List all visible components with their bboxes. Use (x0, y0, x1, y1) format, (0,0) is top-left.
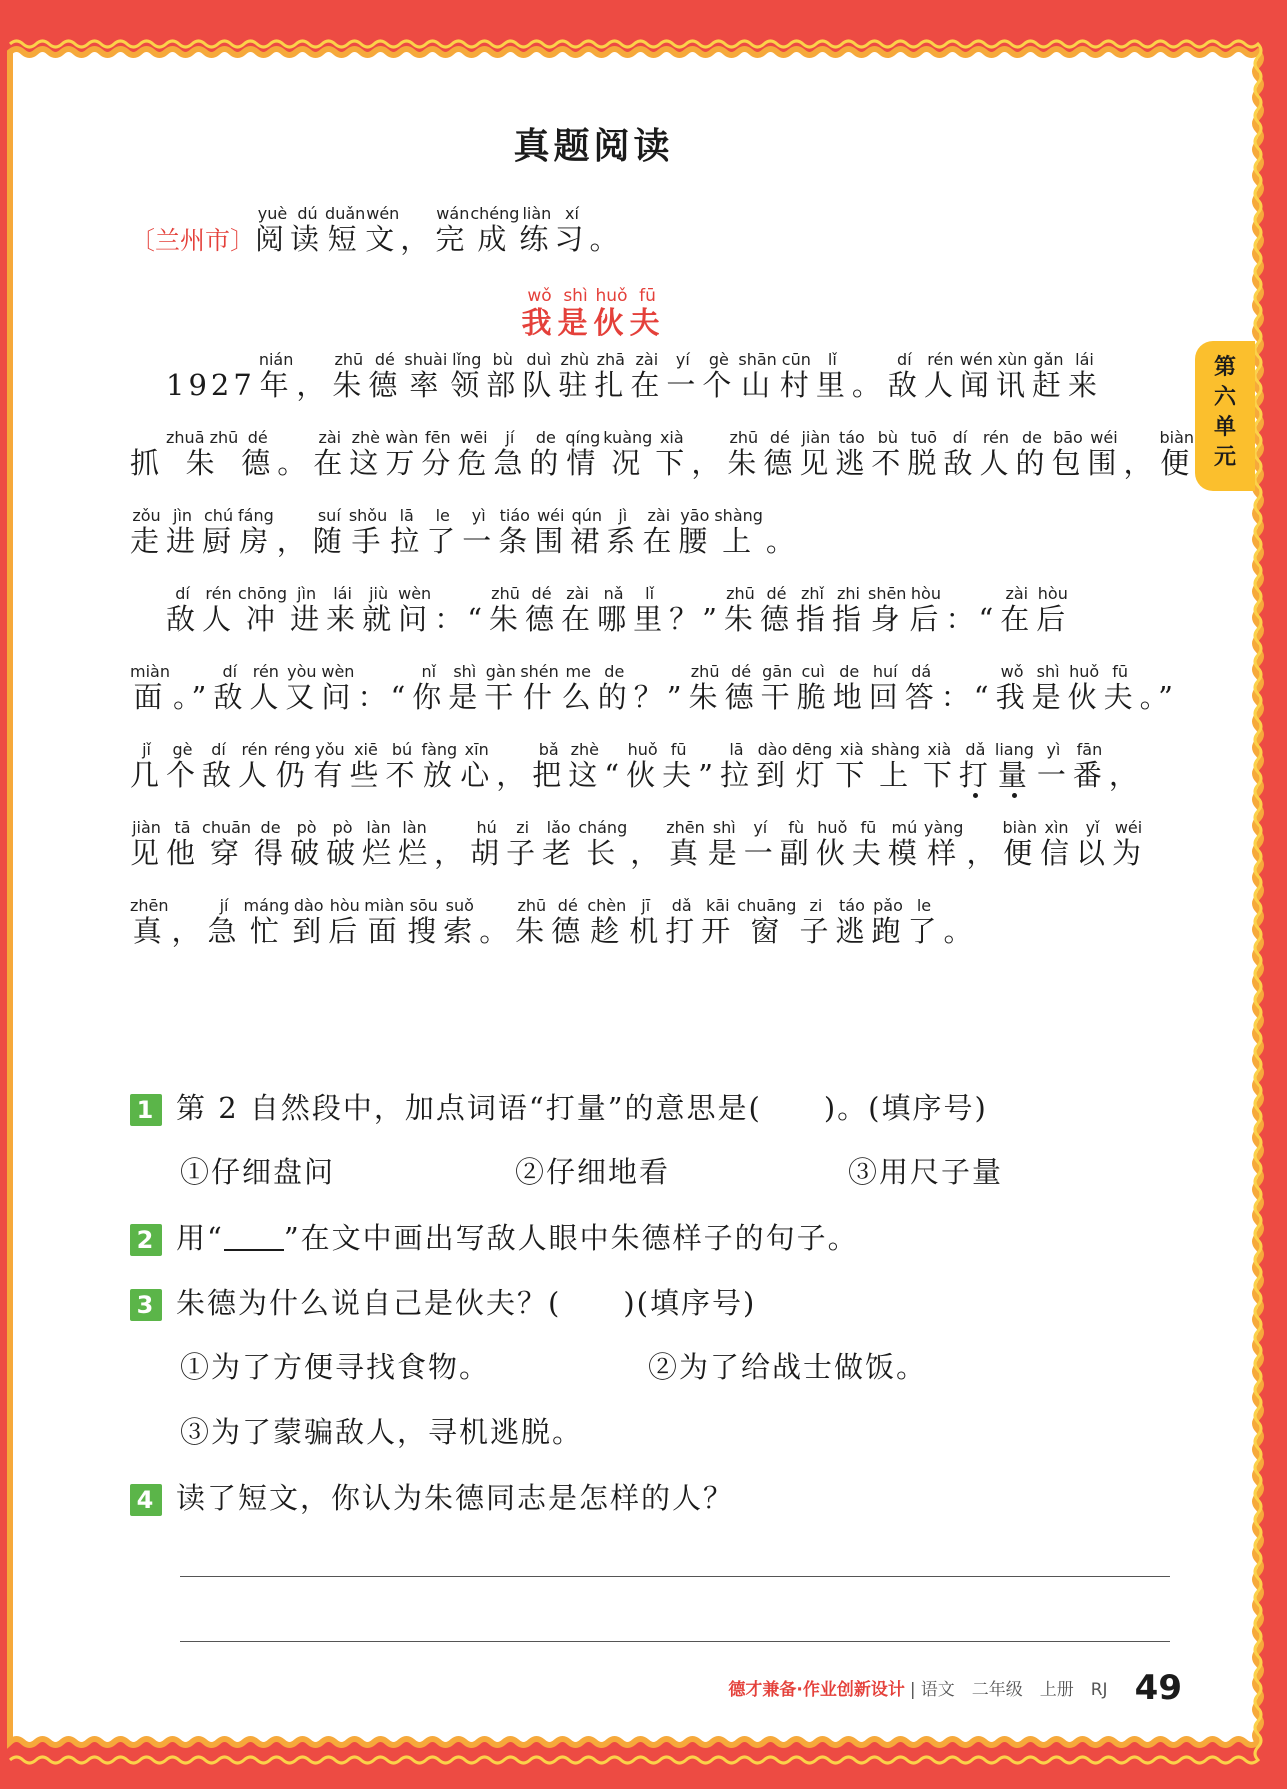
story-char: 了le (426, 506, 460, 558)
question-text: 第 2 自然段中，加点词语“打量”的意思是( )。(填序号) (176, 1091, 988, 1125)
story-char: 房fáng (238, 506, 274, 558)
q3-option-1: ①为了方便寻找食物。 (180, 1350, 491, 1384)
story-char: 扎zhā (594, 350, 628, 402)
story-char: 忙máng (243, 896, 290, 948)
story-line (130, 428, 1195, 482)
story-char: 打dǎ (665, 896, 699, 948)
story-char: 不bú (385, 740, 419, 792)
story-char: 下xià (922, 740, 956, 792)
instruction-char: 阅yuè (255, 204, 291, 256)
instruction-text (255, 206, 624, 258)
story-char: 的de (1015, 428, 1049, 480)
story-char: 几jǐ (130, 740, 164, 792)
story-char: 里lǐ (815, 350, 849, 402)
answer-line-2[interactable] (180, 1641, 1170, 1642)
story-char: ：“ (434, 602, 487, 636)
story-char: 敌dí (887, 350, 921, 402)
question-number: 1 (130, 1094, 162, 1126)
story-char: 里lǐ (633, 584, 667, 636)
story-char: 灯dēng (791, 740, 833, 792)
story-char: 我wǒ (995, 662, 1029, 714)
story-char: 为wéi (1112, 818, 1146, 870)
story-char: ？” (633, 680, 686, 714)
instruction-char: 读dú (290, 204, 326, 256)
story-char: 1927 (166, 368, 256, 402)
story-char: 副fù (779, 818, 813, 870)
story-char: 搜sōu (407, 896, 441, 948)
story-char: 朱zhū (688, 662, 722, 714)
story-char: 在zài (1000, 584, 1034, 636)
story-char: 领lǐng (450, 350, 484, 402)
story-char: 年nián (258, 350, 294, 402)
story-char: 这zhè (349, 428, 383, 480)
story-char: 腰yāo (678, 506, 712, 558)
story-char: 夫fū (1103, 662, 1137, 714)
story-char: 朱zhuā zhū (166, 428, 239, 480)
story-char: 急jí (207, 896, 241, 948)
story-char: 队duì (522, 350, 556, 402)
question-3 (130, 1281, 756, 1322)
story-line (130, 742, 1170, 794)
story-char: 又yòu (285, 662, 319, 714)
story-char: 些xiē (349, 740, 383, 792)
story-char: 走zǒu (130, 506, 164, 558)
story-char: 。 (851, 368, 885, 402)
instruction-char: 。 (589, 222, 625, 256)
story-title-char: 夫fū (629, 286, 666, 341)
story-char: 回huí (868, 662, 902, 714)
story-char: 到dào (292, 896, 326, 948)
story-char: 德dé (724, 662, 758, 714)
story-char: 朱zhū (727, 428, 761, 480)
story-char: 人rén (202, 584, 236, 636)
story-char: 在zài (630, 350, 664, 402)
q1-option-2: ②仔细地看 (515, 1155, 671, 1189)
question-text-pre: 用“ (176, 1221, 224, 1255)
story-char: 。” (172, 680, 211, 714)
story-char: 朱zhū (723, 584, 757, 636)
story-char: 是shì (1031, 662, 1065, 714)
story-char (130, 602, 163, 636)
story-char: 你nǐ (412, 662, 446, 714)
story-char: ？” (669, 602, 721, 636)
story-char (130, 368, 163, 402)
page-footer (728, 1668, 1182, 1708)
story-char: 是shì (448, 662, 482, 714)
story-char: 问wèn (321, 662, 355, 714)
story-char: “ (604, 758, 624, 792)
story-char: 穿chuān (202, 818, 252, 870)
q1-option-1: ①仔细盘问 (180, 1155, 336, 1189)
story-char: 个gè (702, 350, 736, 402)
story-char: 抓 (130, 446, 164, 480)
question-2 (130, 1216, 859, 1257)
story-char: 哪nǎ (597, 584, 631, 636)
story-char: 开kāi (701, 896, 735, 948)
story-char: ， (171, 914, 205, 948)
story-char: 便biàn (1002, 818, 1037, 870)
story-char: 驻zhù (558, 350, 592, 402)
story-char: 伙huǒ (626, 740, 660, 792)
story-char: 老lǎo (542, 818, 576, 870)
story-char: 山shān (738, 350, 777, 402)
instruction-char: 习xí (554, 204, 590, 256)
story-char: 朱zhū (332, 350, 366, 402)
story-char: 后hòu (1036, 584, 1070, 636)
story-char: 烂làn (362, 818, 396, 870)
story-char: 得de (254, 818, 288, 870)
story-char: 敌dí (213, 662, 247, 714)
story-char: 子zi (799, 896, 833, 948)
story-char: 万wàn (385, 428, 419, 480)
story-char: 窗chuāng (737, 896, 797, 948)
source-label: 〔兰州市〕 (130, 226, 256, 255)
story-char: 胡hú (470, 818, 504, 870)
story-char: 人rén (979, 428, 1013, 480)
q3-option-3: ③为了蒙骗敌人，寻机逃脱。 (180, 1415, 584, 1449)
story-char: 围wéi (1087, 428, 1121, 480)
story-char: 厨chú (202, 506, 236, 558)
story-line (130, 898, 1170, 950)
story-char: 是shì (707, 818, 741, 870)
story-char: 量liang (994, 740, 1034, 792)
story-char: 信xìn (1040, 818, 1074, 870)
story-char: 逃táo (835, 428, 869, 480)
story-char: 朱zhū (515, 896, 549, 948)
answer-line-1[interactable] (180, 1576, 1170, 1577)
story-char: 后hòu (909, 584, 943, 636)
story-char: ， (691, 446, 725, 480)
story-char: 条tiáo (498, 506, 532, 558)
story-char: 敌dí (943, 428, 977, 480)
story-char: 裙qún (570, 506, 604, 558)
story-char: 指zhi (831, 584, 865, 636)
story-line (130, 662, 1177, 716)
story-char: 情qíng (565, 428, 601, 480)
story-char: 部bù (486, 350, 520, 402)
story-char: 到dào (755, 740, 789, 792)
story-char: 下xià (835, 740, 869, 792)
story-char: 有yǒu (313, 740, 347, 792)
question-4 (130, 1476, 734, 1517)
story-char: 不bù (871, 428, 905, 480)
instruction-char: 成chéng (470, 204, 520, 256)
story-char: 危wēi (457, 428, 491, 480)
story-char: 打dǎ (958, 740, 992, 792)
story-char: 在zài (313, 428, 347, 480)
underline-sample (224, 1229, 284, 1251)
story-char: 这zhè (568, 740, 602, 792)
story-char: 真zhēn (130, 896, 169, 948)
story-char: 拉lā (390, 506, 424, 558)
story-char: 一yì (462, 506, 496, 558)
q1-option-3: ③用尺子量 (848, 1155, 1004, 1189)
story-char: 人rén (238, 740, 272, 792)
story-line (130, 508, 1170, 560)
story-char: 什shén (520, 662, 559, 714)
instruction-char: 短duǎn (325, 204, 366, 256)
story-char: 逃táo (835, 896, 869, 948)
story-char: 仍réng (274, 740, 311, 792)
story-char: 样yàng (923, 818, 964, 870)
story-title-char: 是shì (557, 286, 594, 341)
story-char: 答dá (904, 662, 938, 714)
story-char: 系jì (606, 506, 640, 558)
question-1 (130, 1086, 988, 1127)
story-char: 伙huǒ (815, 818, 849, 870)
story-char: 包bāo (1051, 428, 1085, 480)
story-title-char: 我wǒ (521, 286, 558, 341)
story-char: ， (496, 758, 530, 792)
story-char: 来lái (1067, 350, 1101, 402)
story-char: 索suǒ (443, 896, 477, 948)
story-title-char: 伙huǒ (593, 286, 630, 341)
story-char: 后hòu (328, 896, 362, 948)
story-line (130, 352, 1170, 404)
story-char: 德dé (759, 584, 793, 636)
story-char: 德dé (763, 428, 797, 480)
story-char: 上shàng (714, 506, 763, 558)
page-title: 真题阅读 (513, 126, 674, 167)
story-char: 率shuài (404, 350, 448, 402)
q3-option-2: ②为了给战士做饭。 (648, 1350, 928, 1384)
story-char: 夫fū (662, 740, 696, 792)
story-char: 村cūn (779, 350, 813, 402)
story-char: 么me (561, 662, 595, 714)
story-char: 了le (907, 896, 941, 948)
intro-line (130, 206, 624, 258)
story-char: 跑pǎo (871, 896, 905, 948)
story-char: 心xīn (460, 740, 494, 792)
story-char: 破pò (326, 818, 360, 870)
story-char: 趁chèn (587, 896, 627, 948)
story-char: 真zhēn (666, 818, 705, 870)
story-char: 把bǎ (532, 740, 566, 792)
unit-tab (1195, 341, 1255, 491)
story-char: 下xià (655, 428, 689, 480)
story-char: 德dé (368, 350, 402, 402)
question-text: 读了短文，你认为朱德同志是怎样的人？ (176, 1481, 735, 1515)
instruction-char: 完wán (435, 204, 471, 256)
story-char: 长cháng (578, 818, 628, 870)
story-char: ， (1123, 446, 1157, 480)
story-char: 进jìn (166, 506, 200, 558)
footer-meta: 语文 二年级 上册 RJ (920, 1680, 1108, 1700)
story-char: 在zài (642, 506, 676, 558)
story-char: 敌dí (202, 740, 236, 792)
story-char: 烂làn (398, 818, 432, 870)
story-char: 人rén (923, 350, 957, 402)
story-char: 急jí (493, 428, 527, 480)
story-char: 脱tuō (907, 428, 941, 480)
story-char: 一yí (743, 818, 777, 870)
story-char: 便biàn (1159, 428, 1195, 480)
story-char: 机jī (629, 896, 663, 948)
story-char: 就jiù (362, 584, 396, 636)
story-char: 德dé (525, 584, 559, 636)
story-char: 在zài (561, 584, 595, 636)
story-char: 伙huǒ (1067, 662, 1101, 714)
story-char: 干gàn (484, 662, 518, 714)
story-char: ， (276, 524, 310, 558)
story-char: 问wèn (398, 584, 432, 636)
story-char: 番fān (1072, 740, 1106, 792)
story-char: 破pò (290, 818, 324, 870)
story-char: ：“ (357, 680, 410, 714)
story-char: 。” (1139, 680, 1177, 714)
story-char: 他tā (166, 818, 200, 870)
story-char: 人rén (249, 662, 283, 714)
story-char: 夫fū (851, 818, 885, 870)
question-number: 4 (130, 1484, 162, 1516)
story-char: ， (630, 836, 664, 870)
story-char: 见jiàn (799, 428, 833, 480)
story-char: 手shǒu (348, 506, 388, 558)
story-char: 一yì (1036, 740, 1070, 792)
story-char: 。 (479, 914, 513, 948)
story-char: 的de (529, 428, 563, 480)
footer-divider: | (909, 1680, 916, 1700)
story-char: ， (966, 836, 1000, 870)
story-char: 上shàng (871, 740, 920, 792)
story-line (130, 586, 1170, 638)
question-text: 朱德为什么说自己是伙夫？( )(填序号) (176, 1286, 757, 1320)
story-char: ， (1108, 758, 1142, 792)
story-char: 进jìn (290, 584, 324, 636)
story-char: 来lái (326, 584, 360, 636)
story-char: 脆cuì (796, 662, 830, 714)
story-char: 指zhǐ (795, 584, 829, 636)
question-number: 3 (130, 1289, 162, 1321)
story-char: ， (296, 368, 330, 402)
story-char: 。 (765, 524, 799, 558)
story-char: 朱zhū (489, 584, 523, 636)
story-char: ：“ (945, 602, 998, 636)
instruction-char: 文wén (365, 204, 401, 256)
story-char: 德dé (241, 428, 275, 480)
footer-brand: 德才兼备·作业创新设计 (728, 1680, 905, 1700)
page-number: 49 (1134, 1668, 1182, 1708)
question-text-post: ”在文中画出写敌人眼中朱德样子的句子。 (283, 1221, 859, 1255)
question-number: 2 (130, 1224, 162, 1256)
story-char: 德dé (551, 896, 585, 948)
story-char: ” (698, 758, 717, 792)
story-char: 的de (597, 662, 631, 714)
story-char: 面miàn (364, 896, 405, 948)
story-char: 分fēn (421, 428, 455, 480)
story-char: 拉lā (719, 740, 753, 792)
story-char: 身shēn (867, 584, 907, 636)
story-char: ：“ (940, 680, 993, 714)
story-char: 子zi (506, 818, 540, 870)
story-char: 放fàng (421, 740, 458, 792)
story-char: 干gān (760, 662, 794, 714)
story-char: 。 (943, 914, 977, 948)
story-char: 以yǐ (1076, 818, 1110, 870)
story-char: 敌dí (166, 584, 200, 636)
instruction-char: 练liàn (519, 204, 555, 256)
story-char: 讯xùn (995, 350, 1029, 402)
story-char: 围wéi (534, 506, 568, 558)
story-char: 赶gǎn (1031, 350, 1065, 402)
story-char: 。 (277, 446, 311, 480)
unit-tab-label: 第六单元 (1213, 355, 1236, 470)
story-char: 面miàn (130, 662, 170, 714)
story-char: 模mú (887, 818, 921, 870)
story-char: 一yí (666, 350, 700, 402)
instruction-char: ， (400, 222, 436, 256)
story-char: 地de (832, 662, 866, 714)
story-char: 见jiàn (130, 818, 164, 870)
story-char: ， (434, 836, 468, 870)
story-char: 况kuàng (603, 428, 653, 480)
story-title (0, 288, 1237, 342)
story-char: 冲chōng (238, 584, 288, 636)
story-char: 个gè (166, 740, 200, 792)
story-line (130, 820, 1170, 872)
story-char: 闻wén (959, 350, 993, 402)
story-char: 随suí (312, 506, 346, 558)
